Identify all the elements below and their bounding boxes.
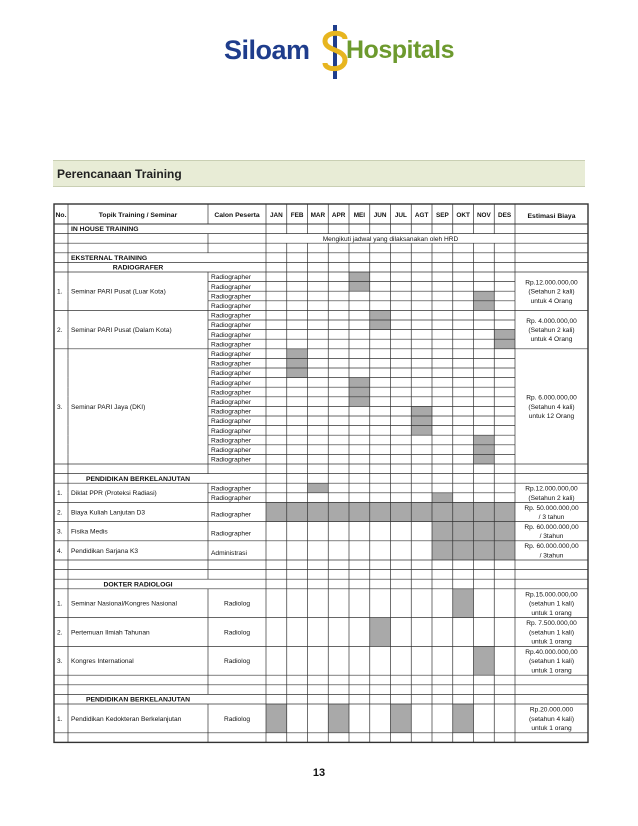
peserta-cell: Radiographer bbox=[211, 331, 251, 339]
peserta-cell: Radiolog bbox=[224, 658, 251, 666]
section-label: PENDIDIKAN BERKELANJUTAN bbox=[85, 475, 191, 483]
peserta-cell: Radiographer bbox=[211, 283, 251, 291]
cost-line: untuk 12 Orang bbox=[528, 413, 575, 420]
topic-number: 2. bbox=[57, 327, 63, 334]
shaded-cell bbox=[474, 301, 495, 311]
shaded-cell bbox=[287, 358, 308, 368]
shaded-cell bbox=[287, 368, 308, 378]
topic-name: Pendidikan Sarjana K3 bbox=[71, 547, 139, 555]
topic-number: 2. bbox=[57, 509, 63, 517]
shaded-cell bbox=[370, 618, 391, 647]
peserta-cell: Radiographer bbox=[211, 530, 251, 538]
peserta-cell: Radiographer bbox=[211, 418, 251, 426]
cost-line: Rp.40.000.000,00 bbox=[525, 649, 578, 656]
shaded-cell bbox=[474, 522, 495, 541]
header-topik: Topik Training / Seminar bbox=[98, 212, 178, 219]
peserta-cell: Radiographer bbox=[211, 312, 251, 320]
cost-line: Rp. 7.500.000,00 bbox=[526, 620, 577, 628]
shaded-cell bbox=[349, 272, 370, 282]
shaded-cell bbox=[432, 541, 453, 560]
header-month-okt: OKT bbox=[456, 212, 470, 219]
peserta-cell: Radiographer bbox=[211, 485, 251, 493]
topic-name: Seminar Nasional/Kongres Nasional bbox=[71, 600, 177, 608]
header-month-jul: JUL bbox=[394, 212, 407, 219]
cost-line: (Setahun 2 kali) bbox=[528, 494, 575, 502]
peserta-cell: Radiographer bbox=[211, 351, 251, 358]
shaded-cell bbox=[266, 502, 287, 521]
shaded-cell bbox=[411, 502, 432, 521]
shaded-cell bbox=[349, 502, 370, 521]
shaded-cell bbox=[432, 522, 453, 541]
topic-name: Seminar PARI Jaya (DKI) bbox=[71, 403, 146, 411]
cost-line: untuk 1 orang bbox=[531, 609, 572, 617]
peserta-cell: Radiographer bbox=[211, 495, 251, 502]
cost-line: Rp. 4.000.000,00 bbox=[526, 317, 577, 325]
cost-line: Rp. 60.000.000,00 bbox=[524, 524, 579, 531]
cost-line: Rp.12.000.000,00 bbox=[525, 279, 578, 287]
shaded-cell bbox=[411, 416, 432, 426]
topic-number: 4. bbox=[57, 547, 63, 555]
header-calon-peserta: Calon Peserta bbox=[214, 212, 260, 219]
shaded-cell bbox=[370, 502, 391, 521]
schedule-note: Mengikuti jadwal yang dilaksanakan oleh HRD bbox=[322, 235, 459, 243]
shaded-cell bbox=[453, 502, 474, 521]
peserta-cell: Radiographer bbox=[211, 408, 251, 416]
shaded-cell bbox=[474, 454, 495, 464]
section-label: PENDIDIKAN BERKELANJUTAN bbox=[85, 696, 191, 704]
peserta-cell: Radiographer bbox=[211, 456, 251, 464]
shaded-cell bbox=[494, 330, 515, 340]
shaded-cell bbox=[474, 541, 495, 560]
shaded-cell bbox=[474, 435, 495, 445]
cost-line: untuk 1 orang bbox=[531, 725, 572, 732]
topic-name: Kongres International bbox=[71, 658, 134, 666]
shaded-cell bbox=[474, 291, 495, 301]
topic-name: Fisika Medis bbox=[71, 528, 108, 536]
shaded-cell bbox=[391, 704, 412, 733]
cost-line: (Setahun 2 kali) bbox=[528, 327, 575, 334]
peserta-cell: Radiographer bbox=[211, 303, 251, 310]
shaded-cell bbox=[432, 493, 453, 503]
cost-line: untuk 1 orang bbox=[531, 667, 572, 675]
cost-line: untuk 4 Orang bbox=[530, 336, 573, 344]
shaded-cell bbox=[287, 502, 308, 521]
shaded-cell bbox=[474, 502, 495, 521]
topic-name: Seminar PARI Pusat (Luar Kota) bbox=[71, 288, 166, 296]
shaded-cell bbox=[474, 445, 495, 455]
shaded-cell bbox=[494, 502, 515, 521]
peserta-cell: Radiographer bbox=[211, 370, 251, 378]
cost-line: (Setahun 4 kali) bbox=[528, 403, 575, 411]
shaded-cell bbox=[349, 387, 370, 397]
peserta-cell: Radiographer bbox=[211, 437, 251, 445]
header-month-sep: SEP bbox=[435, 212, 449, 219]
cost-line: Rp. 60.000.000,00 bbox=[524, 543, 579, 551]
cost-line: (Setahun 2 kali) bbox=[528, 288, 575, 296]
topic-number: 2. bbox=[57, 629, 63, 637]
cost-line: Rp. 50.000.000,00 bbox=[524, 504, 579, 512]
cost-line: (setahun 1 kali) bbox=[528, 658, 575, 666]
shaded-cell bbox=[494, 541, 515, 560]
header-estimasi-biaya: Estimasi Biaya bbox=[527, 213, 576, 220]
shaded-cell bbox=[287, 349, 308, 359]
header-month-jun: JUN bbox=[373, 212, 387, 219]
peserta-cell: Radiolog bbox=[224, 715, 251, 723]
shaded-cell bbox=[453, 704, 474, 733]
shaded-cell bbox=[308, 502, 329, 521]
logo-text-siloam: Siloam bbox=[224, 35, 310, 65]
header-month-jan: JAN bbox=[269, 212, 283, 219]
peserta-cell: Radiolog bbox=[224, 629, 251, 637]
shaded-cell bbox=[494, 339, 515, 349]
shaded-cell bbox=[453, 589, 474, 618]
section-label: IN HOUSE TRAINING bbox=[71, 226, 139, 234]
cost-line: / 3tahun bbox=[539, 533, 564, 541]
shaded-cell bbox=[432, 502, 453, 521]
peserta-cell: Radiographer bbox=[211, 447, 251, 454]
topic-number: 1. bbox=[57, 288, 63, 296]
peserta-cell: Radiographer bbox=[211, 341, 251, 349]
peserta-cell: Radiographer bbox=[211, 293, 251, 301]
topic-number: 3. bbox=[57, 403, 63, 411]
topic-name: Diklat PPR (Proteksi Radiasi) bbox=[71, 490, 157, 498]
header-no: No. bbox=[55, 212, 67, 219]
peserta-cell: Radiographer bbox=[211, 389, 251, 397]
cost-line: / 3 tahun bbox=[538, 514, 565, 521]
cost-line: Rp. 6.000.000,00 bbox=[526, 394, 577, 402]
shaded-cell bbox=[349, 378, 370, 388]
cost-line: Rp.15.000.000,00 bbox=[525, 591, 578, 599]
shaded-cell bbox=[266, 704, 287, 733]
topic-name: Pertemuan Ilmiah Tahunan bbox=[71, 629, 150, 637]
cost-line: untuk 4 Orang bbox=[530, 297, 573, 305]
peserta-cell: Radiographer bbox=[211, 511, 251, 519]
section-title: Perencanaan Training bbox=[57, 167, 182, 181]
peserta-cell: Radiographer bbox=[211, 360, 251, 368]
cost-line: Rp.12.000.000,00 bbox=[525, 485, 578, 493]
shaded-cell bbox=[370, 310, 391, 320]
shaded-cell bbox=[411, 406, 432, 416]
header-month-mar: MAR bbox=[310, 212, 326, 219]
header-month-des: DES bbox=[498, 212, 512, 219]
peserta-cell: Radiographer bbox=[211, 379, 251, 387]
topic-number: 1. bbox=[57, 490, 63, 498]
shaded-cell bbox=[308, 483, 329, 493]
cost-line: Rp.20.000.000 bbox=[529, 706, 574, 714]
shaded-cell bbox=[411, 426, 432, 436]
topic-name: Biaya Kuliah Lanjutan D3 bbox=[71, 509, 146, 517]
shaded-cell bbox=[349, 397, 370, 407]
peserta-cell: Radiographer bbox=[211, 322, 251, 330]
topic-number: 1. bbox=[57, 715, 63, 723]
header-month-apr: APR bbox=[331, 212, 346, 219]
shaded-cell bbox=[328, 704, 349, 733]
peserta-cell: Radiolog bbox=[224, 600, 251, 608]
cost-line: (setahun 1 kali) bbox=[528, 600, 575, 608]
topic-number: 3. bbox=[57, 528, 63, 536]
shaded-cell bbox=[328, 502, 349, 521]
header-month-nov: NOV bbox=[476, 212, 491, 219]
topic-number: 1. bbox=[57, 600, 63, 608]
shaded-cell bbox=[391, 502, 412, 521]
shaded-cell bbox=[453, 541, 474, 560]
peserta-cell: Radiographer bbox=[211, 274, 251, 282]
peserta-cell: Administrasi bbox=[211, 549, 247, 557]
header-month-feb: FEB bbox=[290, 212, 304, 219]
cost-line: (setahun 4 kali) bbox=[528, 715, 575, 723]
shaded-cell bbox=[370, 320, 391, 330]
section-label: DOKTER RADIOLOGI bbox=[103, 581, 173, 589]
header-month-agt: AGT bbox=[414, 212, 429, 219]
topic-name: Seminar PARI Pusat (Dalam Kota) bbox=[71, 327, 172, 334]
shaded-cell bbox=[349, 282, 370, 292]
peserta-cell: Radiographer bbox=[211, 399, 251, 406]
peserta-cell: Radiographer bbox=[211, 427, 251, 435]
cost-line: (setahun 1 kali) bbox=[528, 629, 575, 637]
shaded-cell bbox=[494, 522, 515, 541]
topic-name: Pendidikan Kedokteran Berkelanjutan bbox=[71, 715, 182, 723]
topic-number: 3. bbox=[57, 658, 63, 666]
shaded-cell bbox=[453, 522, 474, 541]
shaded-cell bbox=[474, 646, 495, 675]
page-number: 13 bbox=[312, 767, 326, 779]
cost-line: / 3tahun bbox=[539, 552, 564, 560]
section-label: EKSTERNAL TRAINING bbox=[71, 255, 148, 262]
logo-text-hospitals: Hospitals bbox=[346, 36, 455, 64]
cost-line: untuk 1 orang bbox=[531, 638, 572, 646]
section-label: RADIOGRAFER bbox=[112, 264, 164, 272]
header-month-mei: MEI bbox=[353, 212, 366, 219]
